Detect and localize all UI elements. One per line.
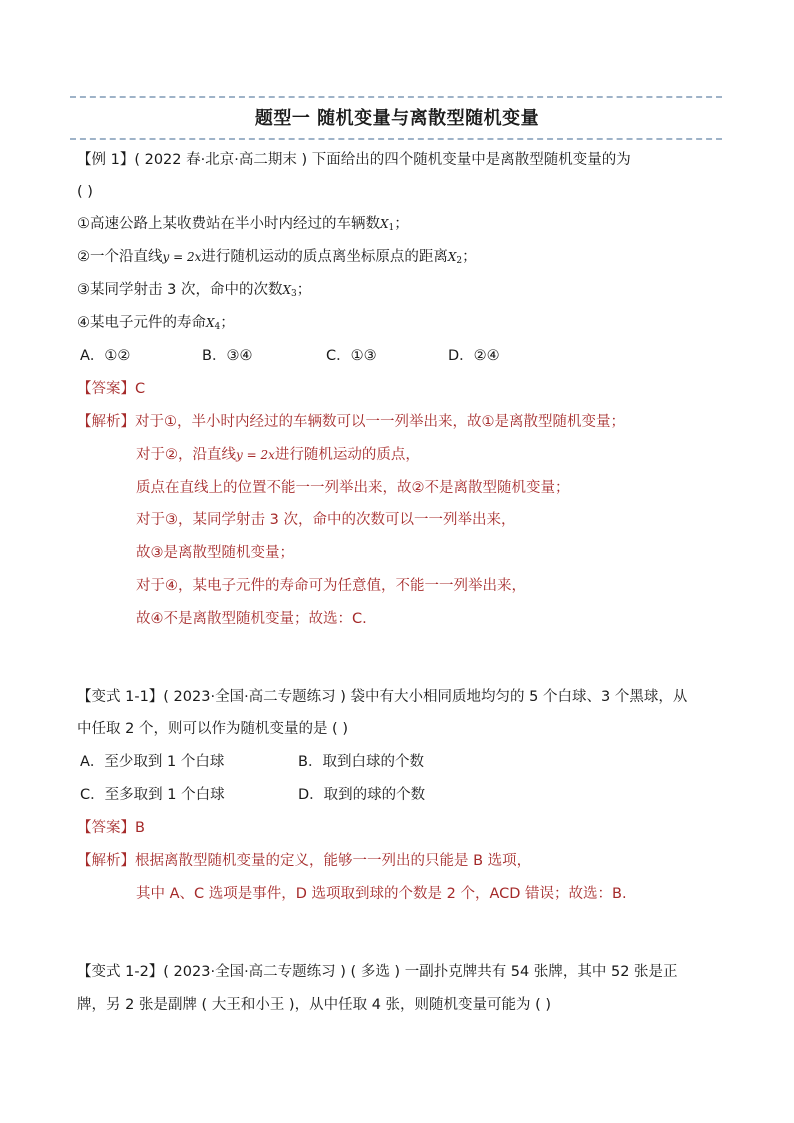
example1-item2: ②一个沿直线y = 2x进行随机运动的质点离坐标原点的距离$X_2$； — [77, 249, 477, 266]
example1-option-b: B．③④ — [202, 348, 253, 364]
example1-analysis-line2: 对于②，沿直线y = 2x进行随机运动的质点， — [136, 447, 420, 463]
example1-heading: 【例 1】( 2022 春·北京·高二期末 ) 下面给出的四个随机变量中是离散型随机变量的为 — [77, 152, 631, 168]
variant1-1-answer: 【答案】B — [77, 820, 145, 836]
section-title: 题型一 随机变量与离散型随机变量 — [254, 108, 540, 129]
var-x4: $X_4$ — [206, 316, 221, 332]
example1-analysis-line7: 故④不是离散型随机变量；故选：C. — [136, 611, 367, 627]
example1-item4: ④某电子元件的寿命$X_4$； — [77, 315, 235, 332]
example1-analysis: 【解析】对于①，半小时内经过的车辆数可以一一列举出来，故①是离散型随机变量； — [77, 414, 625, 430]
variant1-1-option-a: A．至少取到 1 个白球 — [80, 754, 225, 770]
example1-analysis-line4: 对于③，某同学射击 3 次，命中的次数可以一一列举出来， — [136, 512, 516, 528]
var-x1: $X_1$ — [380, 217, 395, 233]
example1-item3: ③某同学射击 3 次，命中的次数$X_3$； — [77, 282, 312, 299]
variant1-2-line1: 【变式 1-2】( 2023·全国·高二专题练习 ) ( 多选 ) 一副扑克牌共有 54 张牌，其中 52 张是正 — [77, 964, 678, 980]
equation-y2x: y = 2x — [162, 250, 202, 264]
example1-paren: ( ) — [77, 184, 93, 200]
example1-item1: ①高速公路上某收费站在半小时内经过的车辆数$X_1$； — [77, 216, 409, 233]
variant1-1-option-c: C．至多取到 1 个白球 — [80, 787, 225, 803]
var-x3: $X_3$ — [282, 283, 297, 299]
example1-analysis-line6: 对于④，某电子元件的寿命可为任意值，不能一一列举出来， — [136, 578, 526, 594]
title-dashed-rule — [70, 138, 722, 140]
variant1-1-analysis: 【解析】根据离散型随机变量的定义，能够一一列出的只能是 B 选项， — [77, 853, 532, 869]
var-x2: $X_2$ — [447, 250, 463, 266]
variant1-1-line1: 【变式 1-1】( 2023·全国·高二专题练习 ) 袋中有大小相同质地均匀的 5 个白球、3 个黑球，从 — [77, 689, 688, 705]
variant1-1-option-b: B．取到白球的个数 — [298, 754, 424, 770]
variant1-1-line2: 中任取 2 个，则可以作为随机变量的是 ( ) — [77, 721, 348, 737]
example1-option-a: A．①② — [80, 348, 131, 364]
analysis-equation: y = 2x — [236, 448, 275, 462]
variant1-2-line2: 牌，另 2 张是副牌 ( 大王和小王 )，从中任取 4 张，则随机变量可能为 ( ) — [77, 997, 552, 1013]
variant1-1-analysis-line2: 其中 A、C 选项是事件，D 选项取到球的个数是 2 个，ACD 错误；故选：B. — [136, 886, 627, 902]
example1-analysis-line5: 故③是离散型随机变量； — [136, 545, 294, 561]
example1-option-d: D．②④ — [448, 348, 500, 364]
example1-analysis-line3: 质点在直线上的位置不能一一列举出来，故②不是离散型随机变量； — [136, 480, 570, 496]
variant1-1-option-d: D．取到的球的个数 — [298, 787, 426, 803]
example1-answer: 【答案】C — [77, 381, 146, 397]
example1-option-c: C．①③ — [326, 348, 377, 364]
top-dashed-rule — [70, 96, 722, 98]
